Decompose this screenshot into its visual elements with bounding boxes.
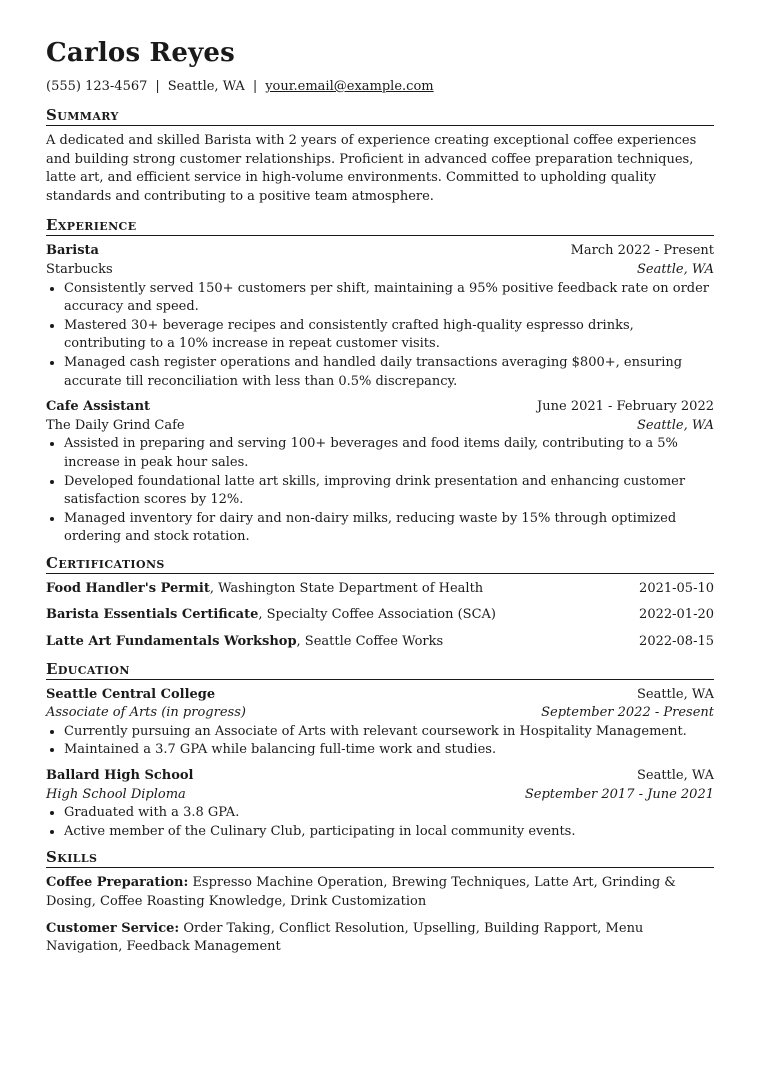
bullet-item: • Mastered 30+ beverage recipes and consistently crafted high-quality espresso drinks, contributing to a 10% increase in repeat customer visits. xyxy=(64,317,714,354)
bullet-list xyxy=(46,280,714,392)
certification-row xyxy=(46,606,714,625)
bullet-item: • Managed cash register operations and handled daily transactions averaging $800+, ensuring accurate till reconciliation with less than 0.5% discrepancy. xyxy=(64,354,714,391)
company: Starbucks xyxy=(46,261,113,277)
bullet-list xyxy=(46,435,714,547)
certification-issuer: , Seattle Coffee Works xyxy=(296,634,444,650)
school-location: Seattle, WA xyxy=(636,686,714,702)
job-location: Seattle, WA xyxy=(636,261,714,277)
education-entry xyxy=(46,767,714,841)
email-link[interactable]: your.email@example.com xyxy=(265,79,434,94)
certification-name: Food Handler's Permit xyxy=(46,580,210,596)
location: Seattle, WA xyxy=(167,79,245,94)
bullet-list xyxy=(46,804,714,841)
section-title-certifications: Certifications xyxy=(46,554,714,574)
candidate-name: Carlos Reyes xyxy=(46,38,235,68)
degree: Associate of Arts (in progress) xyxy=(46,705,246,721)
separator: | xyxy=(155,79,160,94)
skill-label: Customer Service: xyxy=(46,920,180,936)
skill-text: Espresso Machine Operation, Brewing Techniques, Latte Art, Grinding & Dosing, Coffee Roasting Knowledge, Drink Customization xyxy=(46,875,676,909)
certification-date: 2021-05-10 xyxy=(639,580,714,596)
education-dates: September 2017 - June 2021 xyxy=(524,786,714,802)
certification-issuer: , Washington State Department of Health xyxy=(209,580,484,596)
summary-text: A dedicated and skilled Barista with 2 years of experience creating exceptional coffee experiences and building strong customer relationships. Proficient in advanced coffee preparation techniques, latte art, and efficient service in high-volume environments. Committed to upholding quality standards and contributing to a positive team atmosphere. xyxy=(46,133,697,204)
degree: High School Diploma xyxy=(46,786,186,802)
certification-date: 2022-08-15 xyxy=(639,634,714,650)
experience-entry xyxy=(46,242,714,391)
certification-name: Latte Art Fundamentals Workshop xyxy=(46,634,297,650)
education-entry xyxy=(46,686,714,760)
bullet-item: • Developed foundational latte art skills, improving drink presentation and enhancing customer satisfaction scores by 12%. xyxy=(64,473,714,510)
bullet-item: • Assisted in preparing and serving 100+ beverages and food items daily, contributing to a 5% increase in peak hour sales. xyxy=(64,435,714,472)
section-title-summary: Summary xyxy=(46,106,714,126)
section-title-skills: Skills xyxy=(46,848,714,868)
job-title: Cafe Assistant xyxy=(46,399,151,415)
job-dates: March 2022 - Present xyxy=(570,243,714,259)
skill-line xyxy=(46,874,714,911)
skill-line xyxy=(46,920,714,957)
skill-label: Coffee Preparation: xyxy=(46,875,189,891)
bullet-item: • Consistently served 150+ customers per shift, maintaining a 95% positive feedback rate on order accuracy and speed. xyxy=(64,280,714,317)
section-title-education: Education xyxy=(46,660,714,680)
phone: (555) 123-4567 xyxy=(46,79,148,94)
section-title-experience: Experience xyxy=(46,216,714,236)
bullet-list xyxy=(46,723,714,760)
job-location: Seattle, WA xyxy=(636,417,714,433)
bullet-item: • Graduated with a 3.8 GPA. xyxy=(64,804,714,823)
school-location: Seattle, WA xyxy=(636,768,714,784)
bullet-item: • Maintained a 3.7 GPA while balancing full-time work and studies. xyxy=(64,741,714,760)
certification-issuer: , Specialty Coffee Association (SCA) xyxy=(258,607,496,623)
job-title: Barista xyxy=(46,243,99,259)
job-dates: June 2021 - February 2022 xyxy=(537,399,714,415)
separator: | xyxy=(252,79,258,94)
contact-line xyxy=(46,78,714,96)
bullet-item: • Currently pursuing an Associate of Arts with relevant coursework in Hospitality Management. xyxy=(64,723,714,742)
bullet-item: • Active member of the Culinary Club, participating in local community events. xyxy=(64,823,714,842)
skill-text: Order Taking, Conflict Resolution, Upselling, Building Rapport, Menu Navigation, Feedback Management xyxy=(46,920,644,955)
school-name: Ballard High School xyxy=(46,768,194,784)
certification-row xyxy=(46,633,714,652)
bullet-item: • Managed inventory for dairy and non-dairy milks, reducing waste by 15% through optimized ordering and stock rotation. xyxy=(64,510,714,547)
company: The Daily Grind Cafe xyxy=(46,417,185,433)
certification-date: 2022-01-20 xyxy=(639,607,714,623)
experience-entry xyxy=(46,398,714,547)
school-name: Seattle Central College xyxy=(46,686,216,702)
certification-name: Barista Essentials Certificate xyxy=(46,607,259,623)
education-dates: September 2022 - Present xyxy=(541,705,714,721)
certification-row xyxy=(46,580,714,599)
